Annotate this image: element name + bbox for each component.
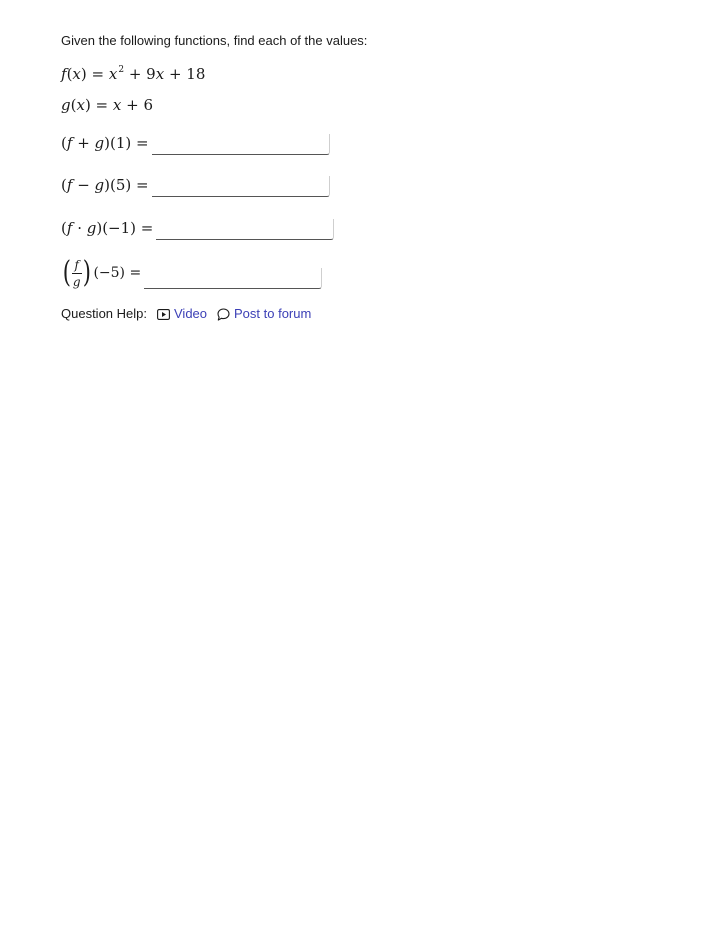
part-product [61, 214, 334, 240]
post-to-forum-link[interactable] [217, 306, 311, 322]
answer-input-difference[interactable] [152, 176, 330, 197]
part-difference-label: (f − g)(5) = [61, 176, 149, 194]
speech-bubble-icon [217, 308, 230, 321]
video-link[interactable] [157, 306, 207, 322]
post-to-forum-label: Post to forum [234, 306, 312, 321]
part-sum-label: (f + g)(1) = [61, 134, 149, 152]
answer-input-product[interactable] [156, 219, 334, 240]
question-help [61, 306, 321, 322]
part-quotient [61, 255, 322, 291]
part-product-label: (f · g)(−1) = [61, 219, 154, 237]
answer-input-sum[interactable] [152, 134, 330, 155]
part-quotient-label: ( $\frac{f}{g}$ ) (−5) = [62, 255, 142, 290]
question-help-label: Question Help: [61, 306, 147, 321]
play-icon [157, 309, 170, 320]
question-container [61, 33, 661, 321]
part-sum [61, 129, 330, 155]
function-f: $f(x) = x^2 + 9x + 18$ [61, 65, 206, 83]
video-link-label: Video [174, 306, 208, 321]
part-difference [61, 171, 330, 197]
fraction-f-over-g: $\frac{f}{g}$ [72, 257, 81, 289]
question-prompt: Given the following functions, find each of the values: [61, 33, 368, 48]
answer-input-quotient[interactable] [144, 268, 322, 289]
function-g: g(x) = x + 6 [61, 96, 154, 114]
